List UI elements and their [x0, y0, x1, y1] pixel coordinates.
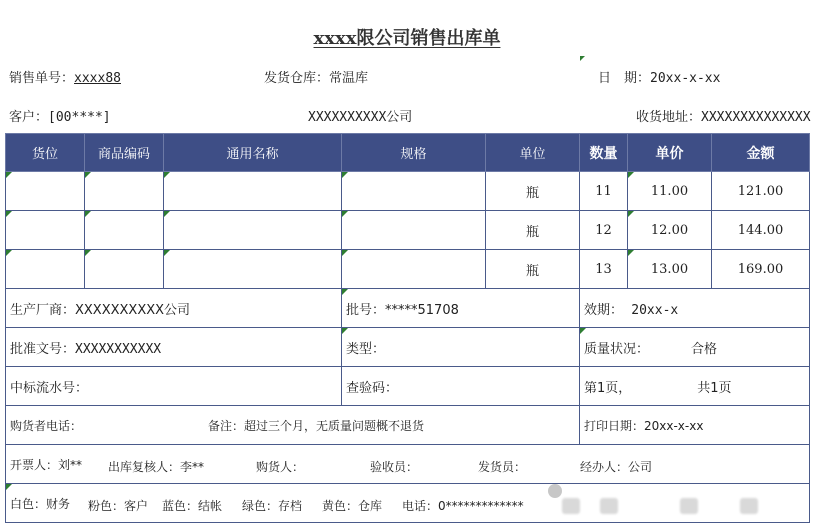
cell-spec	[342, 211, 486, 250]
footer-row-remark	[6, 406, 810, 445]
col-header-price: 单价	[628, 134, 712, 172]
remark-text: 备注：超过三个月，无质量问题概不退货	[208, 418, 425, 433]
bid-no-cell: 中标流水号：	[6, 367, 342, 406]
page-total: 共1页	[697, 380, 732, 396]
cell-amount: 121.00	[712, 172, 810, 211]
cell-amount: 144.00	[712, 211, 810, 250]
copy-pink: 粉色：客户	[88, 499, 149, 513]
expiry-value: 20xx-x	[631, 302, 679, 318]
buyer-sign: 购货人：	[256, 460, 305, 474]
cell-qty: 12	[580, 211, 628, 250]
col-header-qty: 数量	[580, 134, 628, 172]
reviewer: 出库复核人：李**	[108, 460, 205, 474]
cell-marker-icon	[580, 56, 585, 61]
table-row	[6, 172, 810, 211]
cell-code	[85, 172, 164, 211]
cell-unit: 瓶	[486, 172, 580, 211]
shipper: 发货员：	[478, 460, 527, 474]
print-date-cell: 打印日期：20xx-x-xx	[580, 406, 810, 445]
quality-value: 合格	[691, 341, 718, 357]
col-header-location: 货位	[6, 134, 85, 172]
check-code-cell: 查验码：	[342, 367, 580, 406]
cell-qty: 13	[580, 250, 628, 289]
info-row-approval	[6, 328, 810, 367]
date-field	[598, 67, 720, 86]
cell-name	[164, 172, 342, 211]
order-no-field	[9, 67, 121, 86]
cell-code	[85, 250, 164, 289]
watermark-blur	[600, 498, 618, 514]
cell-location	[6, 172, 85, 211]
footer-row-signatures	[6, 445, 810, 484]
col-header-unit: 单位	[486, 134, 580, 172]
cell-code	[85, 211, 164, 250]
customer-field	[9, 106, 111, 125]
copy-white: 白色：财务	[10, 496, 71, 511]
issuer: 开票人：刘**	[10, 457, 83, 472]
phone: 电话：0*************	[402, 499, 524, 513]
address-field	[636, 106, 812, 125]
cell-unit: 瓶	[486, 211, 580, 250]
table-row	[6, 211, 810, 250]
watermark-blur	[740, 498, 758, 514]
table-row	[6, 250, 810, 289]
quality-label: 质量状况：	[584, 341, 650, 357]
col-header-name: 通用名称	[164, 134, 342, 172]
expiry-cell	[580, 289, 810, 328]
watermark-icon	[548, 484, 562, 498]
cell-price: 11.00	[628, 172, 712, 211]
cell-price: 12.00	[628, 211, 712, 250]
buyer-phone: 购货者电话：	[10, 418, 83, 433]
document-title: xxxx限公司销售出库单	[313, 28, 501, 49]
manufacturer-cell: 生产厂商：XXXXXXXXXX公司	[6, 289, 342, 328]
cell-name	[164, 250, 342, 289]
approval-cell: 批准文号：XXXXXXXXXXX	[6, 328, 342, 367]
page-cell	[580, 367, 810, 406]
table-header-row	[6, 134, 810, 172]
page-no: 第1页，	[584, 380, 632, 396]
col-header-spec: 规格	[342, 134, 486, 172]
copy-blue: 蓝色：结帐	[162, 499, 223, 513]
warehouse-value: 常温库	[329, 71, 369, 86]
cell-name	[164, 211, 342, 250]
watermark-blur	[562, 498, 580, 514]
expiry-label: 效期：	[584, 302, 624, 318]
customer-label: 客户：	[9, 110, 49, 125]
inspector: 验收员：	[370, 460, 419, 474]
copy-yellow: 黄色：仓库	[322, 499, 383, 513]
batch-cell: 批号：*****51708	[342, 289, 580, 328]
address-value: XXXXXXXXXXXXXX	[701, 110, 811, 125]
info-row-bid	[6, 367, 810, 406]
signatures-cell	[6, 445, 810, 484]
cell-price: 13.00	[628, 250, 712, 289]
order-no-label: 销售单号：	[9, 71, 75, 86]
customer-code: [00****]	[48, 110, 111, 125]
cell-unit: 瓶	[486, 250, 580, 289]
info-row-manufacturer	[6, 289, 810, 328]
handler: 经办人：公司	[580, 460, 653, 474]
type-cell: 类型：	[342, 328, 580, 367]
goods-table	[5, 133, 810, 523]
cell-spec	[342, 172, 486, 211]
customer-name: XXXXXXXXXX公司	[308, 110, 413, 125]
address-label: 收货地址：	[636, 110, 702, 125]
copy-green: 绿色：存档	[242, 499, 303, 513]
date-label: 日 期：	[598, 71, 651, 86]
warehouse-label: 发货仓库：	[264, 71, 330, 86]
date-value: 20xx-x-xx	[650, 71, 721, 86]
warehouse-field	[264, 67, 368, 86]
col-header-code: 商品编码	[85, 134, 164, 172]
cell-location	[6, 211, 85, 250]
watermark-blur	[680, 498, 698, 514]
cell-amount: 169.00	[712, 250, 810, 289]
quality-cell	[580, 328, 810, 367]
cell-qty: 11	[580, 172, 628, 211]
cell-spec	[342, 250, 486, 289]
col-header-amount: 金额	[712, 134, 810, 172]
remark-cell	[6, 406, 580, 445]
order-no-value: xxxx88	[74, 71, 121, 86]
cell-location	[6, 250, 85, 289]
